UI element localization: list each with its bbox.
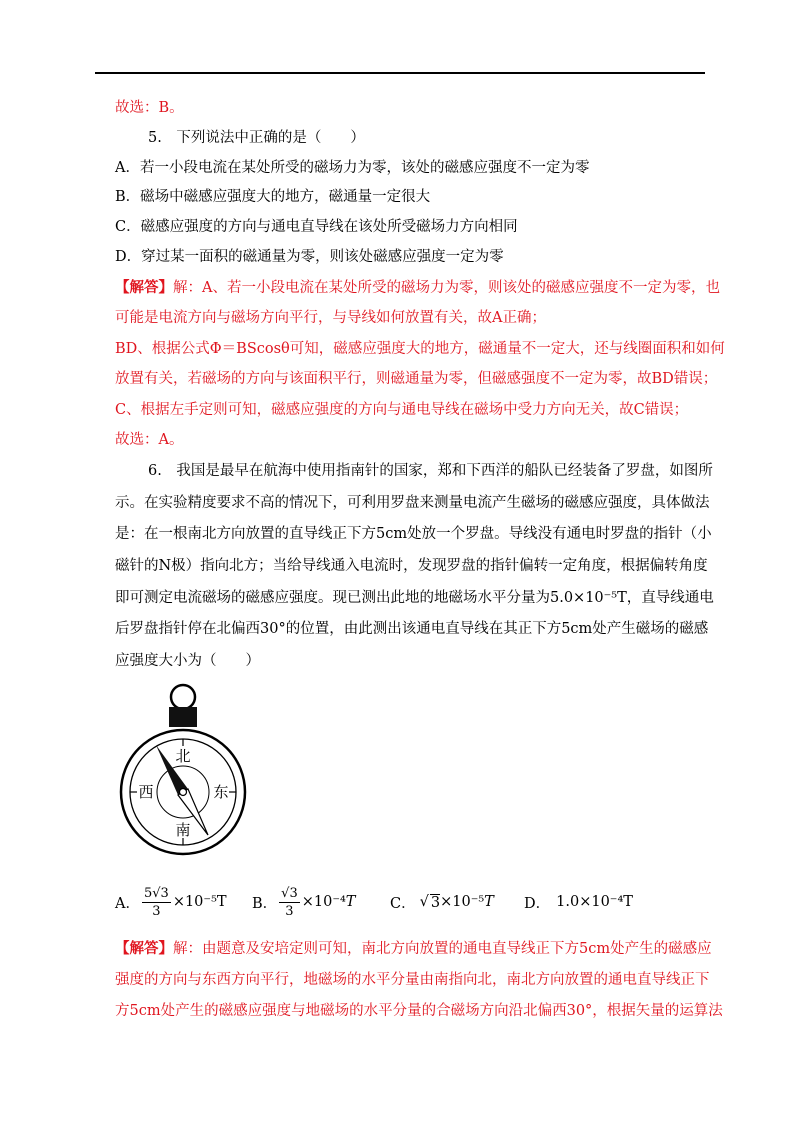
option-b-numerator: √3 bbox=[281, 885, 298, 901]
option-b-label: B． bbox=[252, 895, 278, 912]
answer-5-line-3: BD、根据公式Φ＝BScosθ可知，磁感应强度大的地方，磁通量不一定大，还与线圈面积和如何 bbox=[115, 341, 725, 357]
option-b-fraction bbox=[279, 885, 300, 920]
question-6-line-6: 后罗盘指针停在北偏西30°的位置，由此测出该通电直导线在其正下方5cm处产生磁场的磁感 bbox=[115, 621, 709, 637]
question-6-option-c bbox=[390, 880, 494, 924]
option-c-radicand: 3 bbox=[430, 894, 441, 911]
question-6-line-2: 示。在实验精度要求不高的情况下，可利用罗盘来测量电流产生磁场的磁感应强度，具体做法 bbox=[115, 495, 710, 511]
option-c-sqrt-sign: √ bbox=[419, 894, 429, 910]
answer-5-text-1: 解：A、若一小段电流在某处所受的磁场力为零，则该处的磁感应强度不一定为零，也 bbox=[173, 280, 720, 296]
option-a-rest: ×10⁻⁵T bbox=[172, 894, 227, 910]
option-a-label: A． bbox=[115, 895, 140, 912]
compass-label-east: 东 bbox=[213, 783, 229, 801]
option-c-rest: ×10⁻⁵ bbox=[440, 894, 485, 910]
answer-6-line-1 bbox=[115, 938, 712, 960]
question-6-option-a bbox=[115, 880, 227, 924]
answer-6-line-3: 方5cm处产生的磁感应强度与地磁场的水平分量的合磁场方向沿北偏西30°，根据矢量的运算法 bbox=[115, 1003, 723, 1019]
question-5-option-d: D．穿过某一面积的磁通量为零，则该处磁感应强度一定为零 bbox=[115, 249, 504, 265]
header-rule bbox=[95, 72, 705, 74]
answer-5-line-4: 放置有关，若磁场的方向与该面积平行，则磁通量为零，但磁感强度不一定为零，故BD错误； bbox=[115, 371, 718, 387]
question-5-option-b: B．磁场中磁感应强度大的地方，磁通量一定很大 bbox=[115, 189, 431, 205]
compass-ring bbox=[171, 685, 195, 709]
option-a-fraction bbox=[142, 885, 171, 920]
option-b-rest: ×10⁻⁴ bbox=[301, 894, 346, 910]
answer-tag: 【解答】 bbox=[115, 279, 173, 296]
option-a-numerator: 5√3 bbox=[143, 885, 169, 901]
option-c-unit: T bbox=[484, 894, 494, 910]
compass-label-south: 南 bbox=[175, 821, 191, 839]
answer-5-line-6: 故选：A。 bbox=[115, 432, 184, 448]
option-b-denominator: 3 bbox=[285, 903, 294, 919]
answer-5-line-5: C、根据左手定则可知，磁感应强度的方向与通电导线在磁场中受力方向无关，故C错误； bbox=[115, 402, 689, 418]
question-6-line-4: 磁针的N极）指向北方；当给导线通入电流时，发现罗盘的指针偏转一定角度，根据偏转角度 bbox=[115, 558, 708, 574]
compass-neck bbox=[169, 707, 197, 727]
answer-tag: 【解答】 bbox=[115, 940, 173, 957]
compass-label-west: 西 bbox=[138, 783, 154, 801]
question-5-option-a: A．若一小段电流在某处所受的磁场力为零，该处的磁感应强度不一定为零 bbox=[115, 160, 590, 176]
question-6-option-d bbox=[524, 880, 633, 924]
option-a-denominator: 3 bbox=[152, 903, 161, 919]
option-d-label: D． bbox=[524, 895, 551, 912]
question-6-line-3: 是：在一根南北方向放置的直导线正下方5cm处放一个罗盘。导线没有通电时罗盘的指针（小 bbox=[115, 526, 712, 542]
question-6-option-b bbox=[252, 880, 355, 924]
question-6-line-7: 应强度大小为（ ） bbox=[115, 653, 260, 669]
answer-5-line-2: 可能是电流方向与磁场方向平行，与导线如何放置有关，故A正确； bbox=[115, 310, 546, 326]
compass-figure bbox=[118, 683, 248, 863]
question-5-option-c: C．磁感应强度的方向与通电直导线在该处所受磁场力方向相同 bbox=[115, 219, 518, 235]
question-6-line-1: 6. 我国是最早在航海中使用指南针的国家，郑和下西洋的船队已经装备了罗盘，如图所 bbox=[148, 463, 713, 479]
compass-label-north: 北 bbox=[175, 747, 191, 765]
answer-text: 故选：B。 bbox=[115, 100, 184, 116]
option-b-unit: T bbox=[345, 894, 356, 910]
compass-pivot bbox=[180, 789, 187, 796]
question-6-line-5: 即可测定电流磁场的磁感应强度。现已测出此地的地磁场水平分量为5.0×10⁻⁵T，直导线通电 bbox=[115, 590, 714, 606]
option-c-label: C． bbox=[390, 895, 416, 912]
question-5-stem: 5. 下列说法中正确的是（ ） bbox=[148, 130, 365, 146]
answer-6-line-2: 强度的方向与东西方向平行，地磁场的水平分量由南指向北，南北方向放置的通电直导线正下 bbox=[115, 972, 710, 988]
option-d-text: 1.0×10⁻⁴T bbox=[556, 894, 633, 910]
answer-5-line-1 bbox=[115, 277, 720, 299]
answer-6-text-1: 解：由题意及安培定则可知，南北方向放置的通电直导线正下方5cm处产生的磁感应 bbox=[173, 941, 712, 957]
